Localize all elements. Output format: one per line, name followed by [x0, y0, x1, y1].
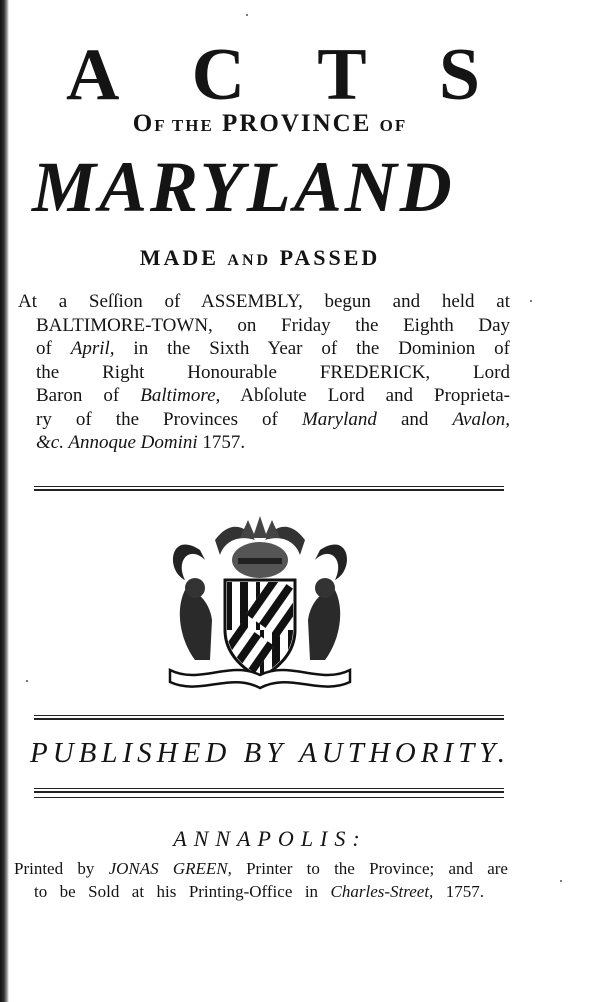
paragraph-line: At a Seſſion of ASSEMBLY, begun and held at — [18, 291, 510, 312]
imprint-line: to be Sold at his Printing-Office in Charles-Street, 1757. — [34, 882, 484, 901]
imprint-line: Printed by JONAS GREEN, Printer to the Province; and are — [14, 859, 508, 878]
paper-speck — [246, 14, 248, 16]
rule-line — [34, 791, 504, 793]
paragraph-line: Baron of Baltimore, Abſolute Lord and Proprieta- — [36, 385, 510, 406]
imprint-place: ANNAPOLIS: — [173, 826, 367, 851]
published-by-authority: PUBLISHED BY AUTHORITY. — [30, 737, 510, 769]
rule-line — [34, 489, 504, 491]
paragraph-line: ry of the Provinces of Maryland and Avalon, — [36, 408, 510, 430]
rule-line — [34, 718, 504, 720]
rule-line — [34, 797, 504, 798]
paragraph-line: the Right Honourable FREDERICK, Lord — [36, 361, 510, 383]
rule-line — [34, 715, 504, 716]
coat-of-arms-crest — [160, 510, 360, 695]
session-paragraph — [18, 290, 510, 455]
paper-speck — [26, 680, 28, 682]
title-maryland: MARYLAND — [32, 147, 455, 227]
title-acts — [66, 34, 486, 116]
paper-speck — [560, 880, 562, 882]
title-letter: A — [66, 34, 126, 116]
made-and-passed: MADE AND PASSED — [139, 245, 381, 270]
imprint-text — [14, 857, 508, 903]
paragraph-line: of April, in the Sixth Year of the Dominion of — [36, 338, 510, 359]
paragraph-line: BALTIMORE-TOWN, on Friday the Eighth Day — [36, 314, 510, 336]
rule-line — [34, 486, 504, 487]
title-letter: T — [317, 34, 373, 116]
subtitle-of-the-province-of: OF THE PROVINCE OF — [132, 110, 408, 137]
title-letter: S — [438, 34, 486, 116]
paragraph-line: &c. Annoque Domini 1757. — [36, 432, 246, 453]
rule-line — [34, 788, 504, 789]
paper-speck — [530, 300, 532, 302]
title-letter: C — [191, 34, 252, 116]
